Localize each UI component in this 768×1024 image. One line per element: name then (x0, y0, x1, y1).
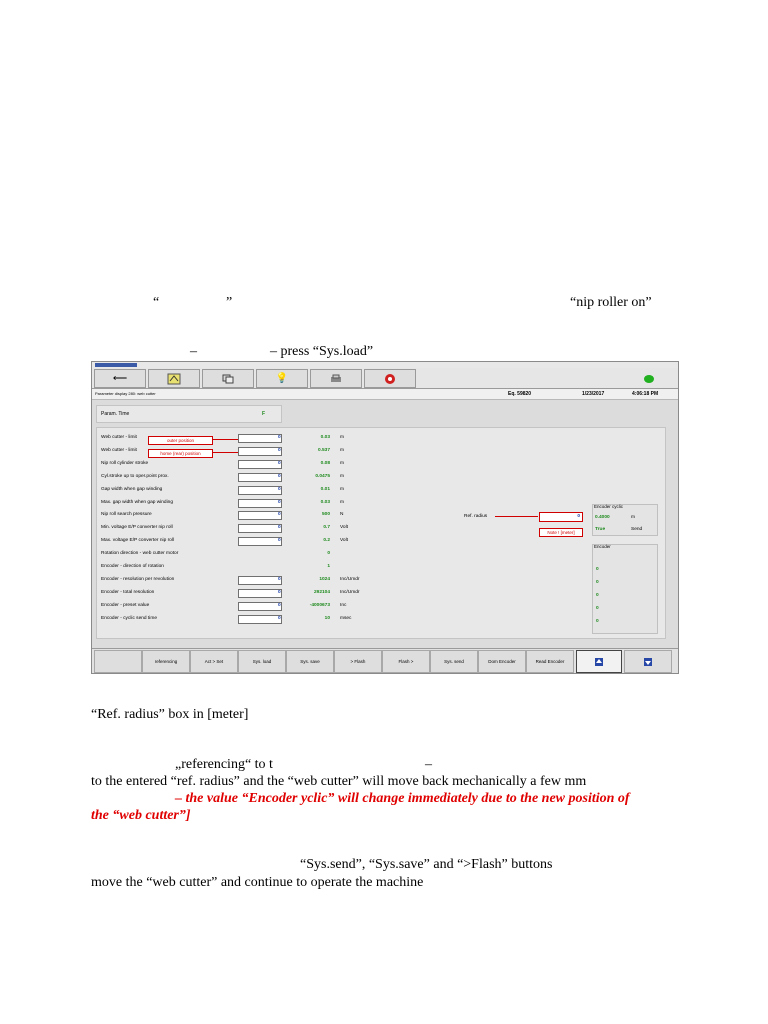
sys-send-button[interactable]: Sys. send (430, 650, 478, 673)
act-set-button[interactable]: Act > Set (190, 650, 238, 673)
encoder-value: 0 (596, 619, 599, 624)
param-unit: m (340, 486, 344, 492)
page-down-button[interactable] (624, 650, 672, 673)
param-current-value: 1024 (319, 576, 330, 582)
param-unit: m (340, 473, 344, 479)
param-input-value: 0 (278, 589, 281, 595)
lightbulb-icon: 💡 (275, 373, 289, 384)
encoder-cyclic-title: Encoder cyclic (594, 504, 624, 509)
param-input[interactable] (238, 537, 282, 546)
param-unit: Inc/Umdr (340, 576, 360, 582)
to-flash-button[interactable]: > Flash (334, 650, 382, 673)
param-label: Nip roll cylinder stroke (101, 460, 149, 466)
param-unit: N (340, 512, 344, 518)
param-current-value: 0.03 (320, 435, 330, 440)
param-unit: msec (340, 615, 352, 621)
encoder-value: 0 (596, 580, 599, 585)
param-unit: m (340, 447, 344, 453)
param-input[interactable] (238, 434, 282, 443)
move-back-text: to the entered “ref. radius” and the “web cutter” will move back mechanically a few mm (91, 774, 587, 789)
screen-time: 4:06:18 PM (632, 391, 659, 397)
screen-date: 1/23/2017 (582, 391, 605, 397)
param-current-value: 0 (327, 551, 330, 557)
annotation-home-position: home (rear) position (148, 449, 213, 458)
encoder-send: Send (631, 527, 643, 532)
param-current-value: 0.08 (320, 460, 330, 466)
screen-header (92, 389, 678, 400)
encoder-value: 0 (596, 567, 599, 572)
param-unit: Inc/Umdr (340, 589, 360, 595)
quote-close: ” (226, 295, 233, 310)
status-green-icon (643, 373, 655, 383)
param-input-value: 0 (278, 473, 281, 479)
encoder-note-red-2: the “web cutter”] (91, 808, 191, 823)
sys-save-button[interactable]: Sys. save (286, 650, 334, 673)
param-input[interactable] (238, 589, 282, 598)
param-input[interactable] (238, 486, 282, 495)
param-label: Encoder - cyclic send time (101, 615, 157, 621)
annotation-arrow (212, 452, 238, 453)
encoder-true: True (595, 527, 606, 532)
param-current-value: 0.7 (323, 525, 330, 531)
annotation-outer-position: outer position (148, 436, 213, 445)
blank-button[interactable] (94, 650, 142, 673)
param-label: Gap width when gap winding (101, 486, 163, 492)
param-unit: Volt (340, 538, 349, 544)
param-current-value: 0.01 (320, 486, 330, 492)
quote-open: “ (153, 295, 160, 310)
param-input-value: 0 (278, 615, 281, 621)
top-toolbar (92, 368, 678, 389)
param-input-value: 0 (278, 525, 281, 531)
param-input[interactable] (238, 524, 282, 533)
param-label: Max. gap width when gap winding (101, 499, 173, 505)
read-encoder-button[interactable]: Read Encoder (526, 650, 574, 673)
param-label: Cyl.stroke up to oper.point prox. (101, 473, 169, 479)
annotation-arrow (212, 439, 238, 440)
param-input[interactable] (238, 602, 282, 611)
param-label: Web cutter - limit (101, 447, 137, 453)
param-current-value: -4000673 (309, 602, 330, 608)
press-sys-load-text: – press “Sys.load” (270, 344, 374, 359)
param-current-value: 0.0475 (315, 473, 330, 479)
encoder-note-red: – the value “Encoder yclic” will change immediately due to the new position of (175, 791, 630, 806)
param-current-value: 1 (327, 564, 330, 569)
param-current-value: 0.2 (323, 538, 330, 544)
arrow-down-icon (643, 657, 653, 667)
param-current-value: 0.03 (320, 499, 330, 505)
status-indicator (624, 369, 674, 386)
param-label: Rotation direction - web cutter motor (101, 551, 179, 557)
screen-title: Parameter display 280: web cutter (95, 391, 156, 396)
param-unit: m (340, 435, 344, 440)
arrow-up-icon (594, 657, 604, 667)
encoder-title: Encoder (594, 544, 611, 549)
sys-load-button[interactable]: Sys. load (238, 650, 286, 673)
param-time-value: F (262, 411, 266, 417)
param-input[interactable] (238, 615, 282, 624)
buttons-text: “Sys.send”, “Sys.save” and “>Flash” buttons (300, 857, 553, 872)
param-current-value: 10 (324, 615, 330, 621)
dash: – (425, 757, 432, 772)
param-label: Min. voltage E/P converter nip roll (101, 525, 173, 531)
page-up-button[interactable] (576, 650, 622, 673)
param-input-value: 0 (278, 499, 281, 505)
param-time-box (96, 405, 282, 423)
param-current-value: 500 (321, 512, 330, 518)
param-input[interactable] (238, 460, 282, 469)
param-label: Max. voltage E/P converter nip roll (101, 538, 174, 544)
logo (95, 363, 137, 367)
param-input-value: 0 (278, 486, 281, 492)
param-input[interactable] (238, 473, 282, 482)
param-input-value: 0 (278, 435, 281, 440)
encoder-cyclic-box (592, 504, 658, 536)
param-input-value: 0 (278, 576, 281, 582)
home-icon (167, 373, 181, 385)
param-input-value: 0 (278, 602, 281, 608)
encoder-value: 0 (596, 593, 599, 598)
from-flash-button[interactable]: Flash > (382, 650, 430, 673)
param-unit: Inc (340, 602, 347, 608)
note-meter-badge: Note ! [meter] (539, 528, 583, 537)
param-label: Nip roll search pressure (101, 512, 152, 518)
nip-roller-text: “nip roller on” (570, 295, 652, 310)
ref-radius-value: 0 (577, 514, 580, 519)
param-input-value: 0 (278, 538, 281, 544)
param-time-label: Param. Time (101, 411, 130, 417)
param-unit: Volt (340, 525, 349, 531)
equipment-number: Eq. 59820 (508, 391, 532, 397)
dom-encoder-button[interactable]: Dom Encoder (478, 650, 526, 673)
encoder-value: 0 (596, 606, 599, 611)
machine-screenshot (91, 361, 679, 674)
param-input[interactable] (238, 576, 282, 585)
ref-radius-arrow (495, 516, 538, 517)
param-unit: m (340, 499, 344, 505)
encoder-box (592, 544, 658, 634)
dash: – (190, 344, 197, 359)
param-input[interactable] (238, 447, 282, 456)
referencing-text: „referencing“ to t (175, 757, 273, 772)
param-label: Encoder - total resolution (101, 589, 155, 595)
param-unit: m (340, 460, 344, 466)
referencing-button[interactable]: referencing (142, 650, 190, 673)
alarm-button[interactable] (364, 369, 416, 388)
param-label: Encoder - direction of rotation (101, 564, 164, 569)
param-input[interactable] (238, 511, 282, 520)
param-input[interactable] (238, 499, 282, 508)
ref-radius-label: Ref. radius (464, 514, 488, 519)
continue-text: move the “web cutter” and continue to operate the machine (91, 875, 424, 890)
param-label: Web cutter - limit (101, 435, 137, 440)
encoder-cyclic-unit: m (631, 515, 635, 520)
info-button[interactable] (256, 369, 308, 388)
copy-icon (222, 374, 234, 384)
alarm-icon (384, 373, 396, 385)
back-button[interactable] (94, 369, 146, 388)
param-input-value: 0 (278, 460, 281, 466)
param-current-value: 292104 (313, 589, 330, 595)
ref-radius-text: “Ref. radius” box in [meter] (91, 707, 249, 722)
param-current-value: 0.537 (317, 447, 330, 453)
back-arrow-icon: ⟵ (112, 373, 128, 384)
ref-radius-input[interactable] (539, 512, 583, 522)
encoder-cyclic-value: 0.4000 (595, 515, 610, 520)
param-label: Encoder - preset value (101, 602, 150, 608)
home-button[interactable] (148, 369, 200, 388)
param-input-value: 0 (278, 512, 281, 518)
param-input-value: 0 (278, 447, 281, 453)
printer-icon (330, 374, 342, 384)
param-label: Encoder - resolution per revolution (101, 576, 175, 582)
copy-button[interactable] (202, 369, 254, 388)
print-button[interactable] (310, 369, 362, 388)
bottom-button-bar (92, 648, 678, 673)
